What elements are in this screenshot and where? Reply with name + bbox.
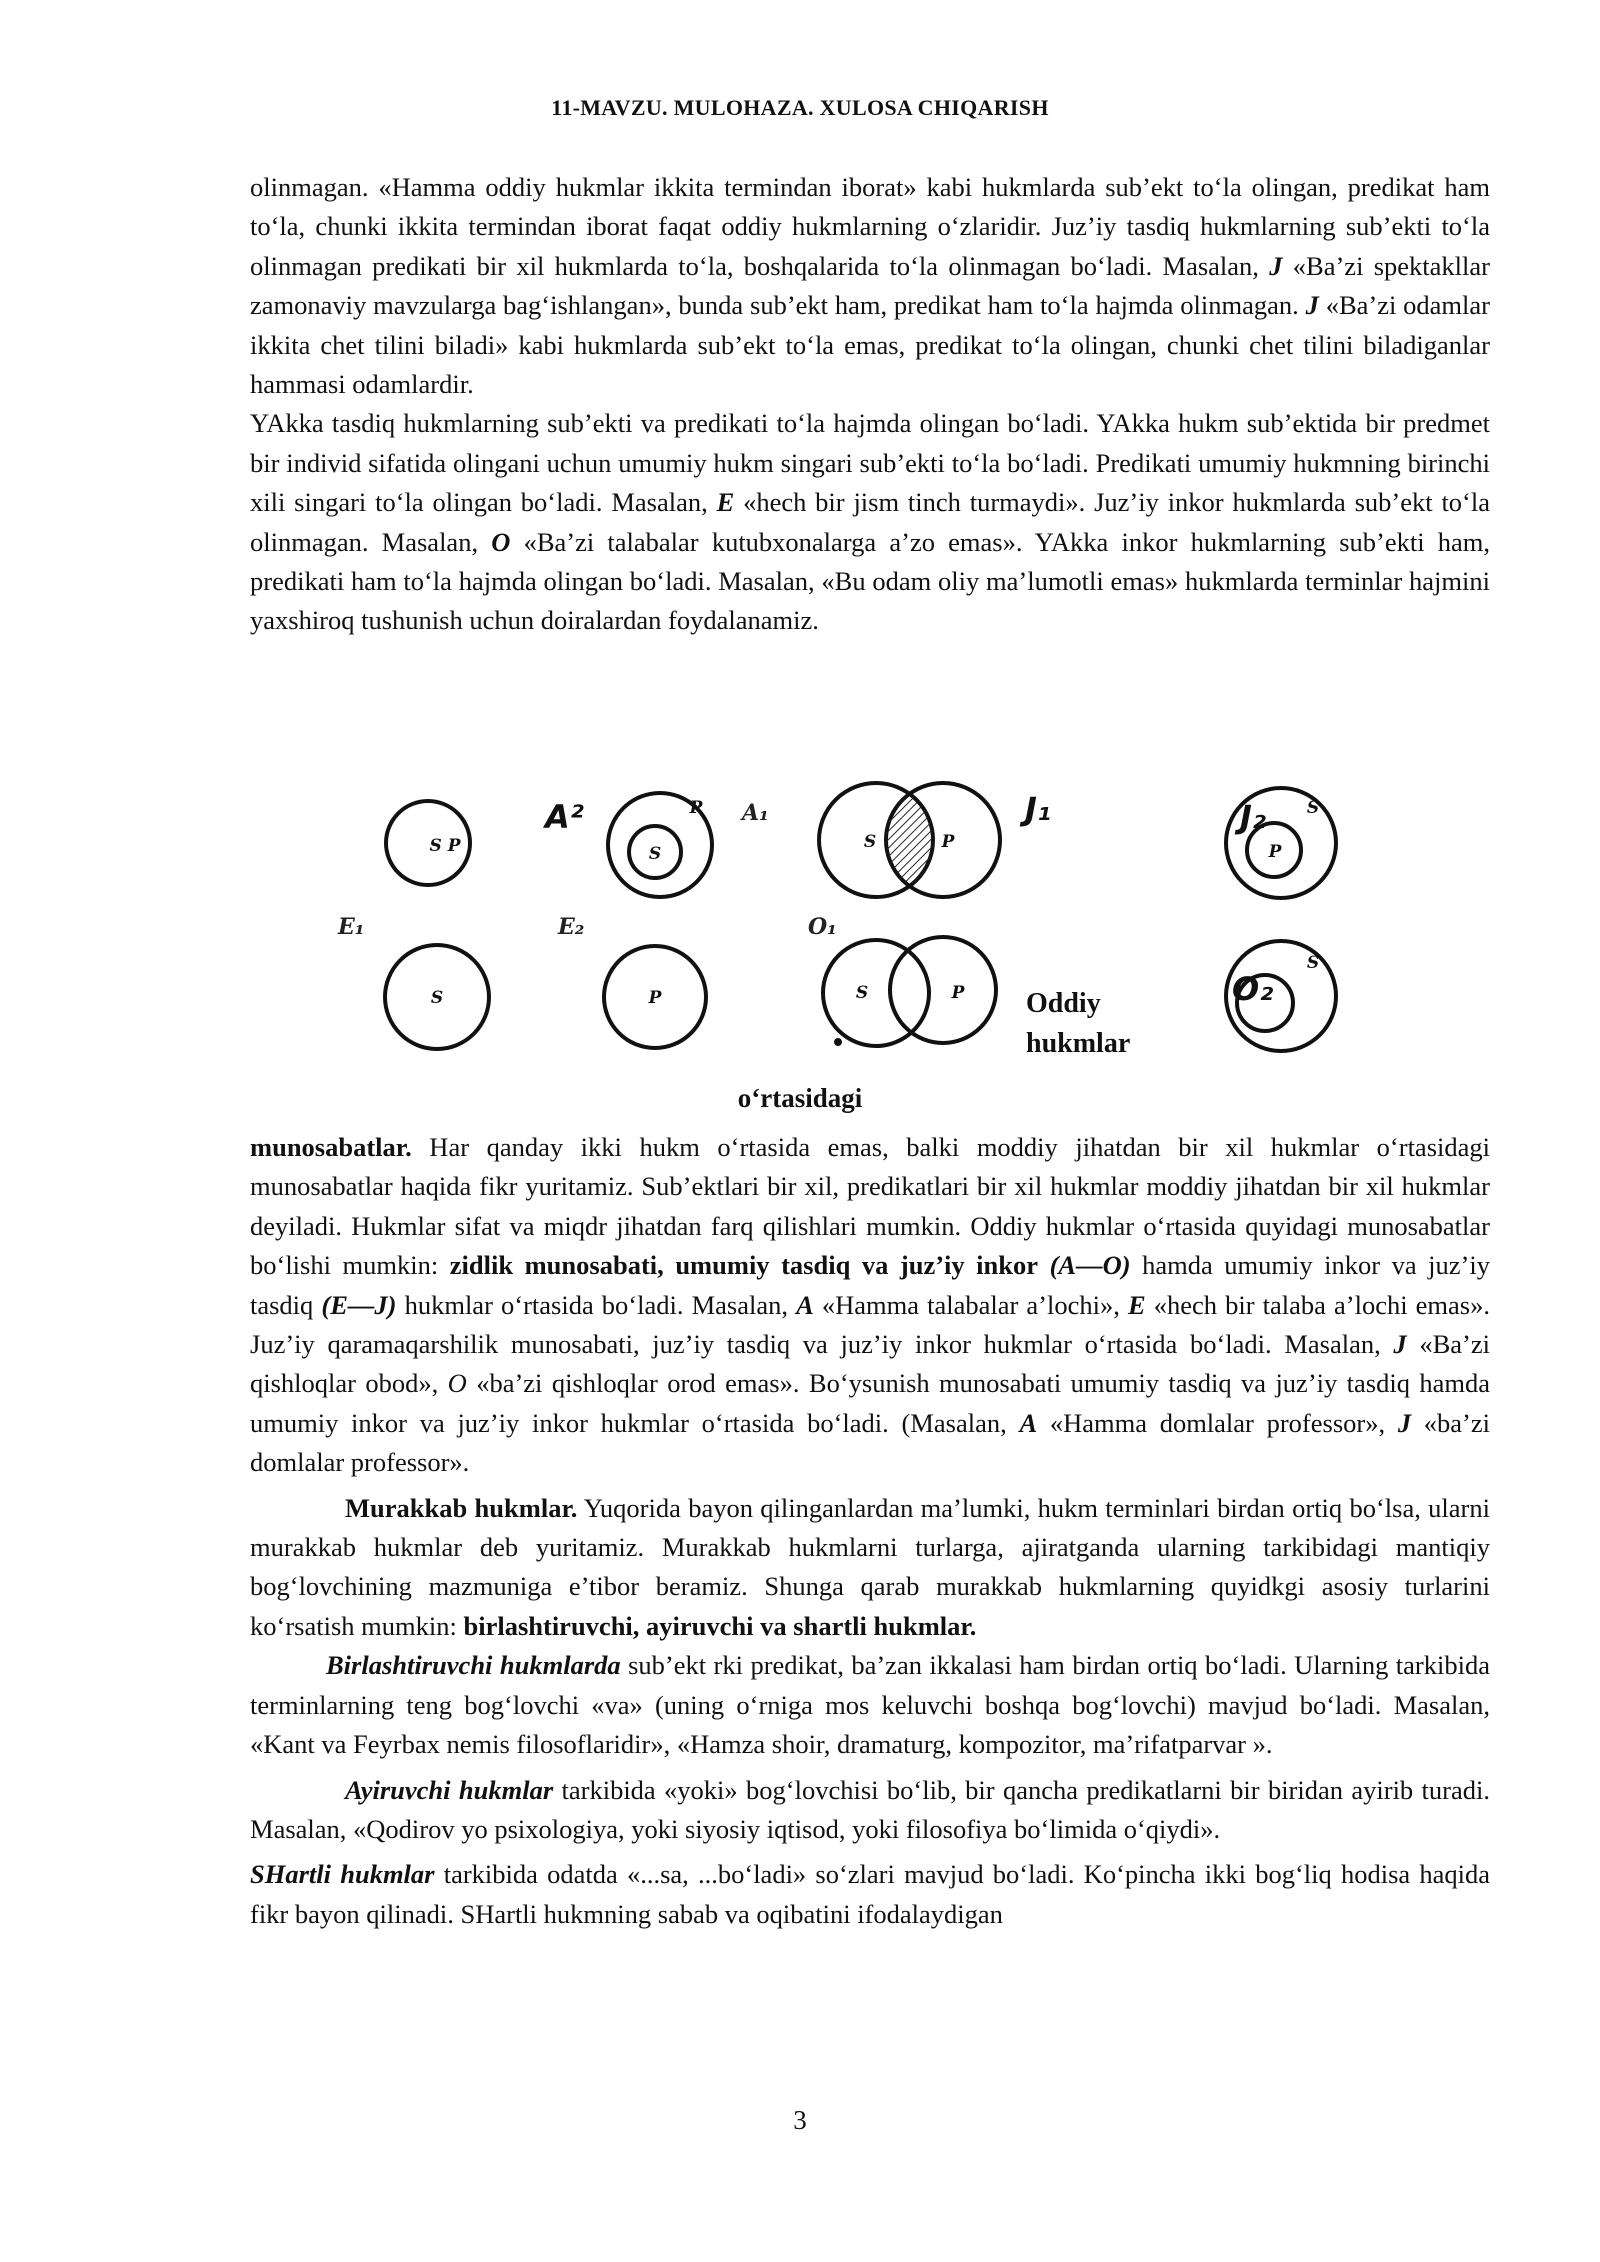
label-a1: A₁: [742, 800, 769, 826]
letter-s: S: [855, 983, 869, 1003]
paragraph: Ayiruvchi hukmlar tarkibida «yoki» bog‘lovchisi bo‘lib, bir qancha predikatlarni bir biridan ayirib turadi. Masalan, «Qodirov yo psixologiya, yoki siyosiy iqtisod, yoki filosofiya bo‘limida o‘qiydi».: [250, 1774, 1490, 1844]
euler-circles-diagram: [0, 760, 1600, 1080]
paragraph: munosabatlar. Har qanday ikki hukm o‘rtasida emas, balki moddiy jihatdan bir xil hukmlar o‘rtasidagi munosabatlar haqida fikr yuritamiz. Sub’ektlari bir xil, predikatlari bir xil hukmlar moddiy jihatdan bir xil hukmlar deyiladi. Hukmlar sifat va miqdr jihatdan farq qilishlari mumkin. Oddiy hukmlar o‘rtasida quyidagi munosabatlar bo‘lishi mumkin: zidlik munosabati, umumiy tasdiq va juz’iy inkor (A—O) hamda umumiy inkor va juz’iy tasdiq (E—J) hukmlar o‘rtasida bo‘ladi. Masalan, A «Hamma talabalar a’lochi», E «hech bir talaba a’lochi emas». Juz’iy qaramaqarshilik munosabati, juz’iy tasdiq va juz’iy inkor hukmlar o‘rtasida bo‘ladi. Masalan, J «Ba’zi qishloqlar obod», O «ba’zi qishloqlar orod emas». Bo‘ysunish munosabati umumiy tasdiq va juz’iy tasdiq hamda umumiy inkor va juz’iy inkor hukmlar o‘rtasida bo‘ladi. (Masalan, A «Hamma domlalar professor», J «ba’zi domlalar professor».: [250, 1132, 1490, 1478]
letter-sp: S P: [429, 836, 461, 856]
letter-s: S: [648, 844, 662, 864]
o1-dot: [834, 1038, 842, 1046]
page-number: 3: [793, 2105, 807, 2135]
letter-p: P: [941, 832, 955, 852]
letter-p: P: [648, 988, 662, 1008]
letter-s: S: [1306, 953, 1320, 973]
paragraph: Birlashtiruvchi hukmlarda sub’ekt rki predikat, ba’zan ikkalasi ham birdan ortiq bo‘ladi. Ularning tarkibida terminlarning teng bog‘lovchi «va» (uning o‘rniga mos keluvchi boshqa bog‘lovchi) mavjud bo‘ladi. Masalan, «Kant va Feyrbax nemis filosoflaridir», «Hamza shoir, dramaturg, kompozitor, ma’rifatparvar ».: [250, 1650, 1490, 1760]
label-a2: A²: [545, 798, 584, 836]
paragraph: YAkka tasdiq hukmlarning sub’ekti va predikati to‘la hajmda olingan bo‘ladi. YAkka hukm sub’ektida bir predmet bir individ sifatida olingani uchun umumiy hukm singari sub’ekti to‘la bo‘ladi. Predikati umumiy hukmning birinchi xili singari to‘la olingan bo‘ladi. Masalan, E «hech bir jism tinch turmaydi». Juz’iy inkor hukmlarda sub’ekt to‘la olinmagan. Masalan, O «Ba’zi talabalar kutubxonalarga a’zo emas». YAkka inkor hukmlarning sub’ekti ham, predikati ham to‘la hajmda olingan bo‘ladi. Masalan, «Bu odam oliy ma’lumotli emas» hukmlarda terminlar hajmini yaxshiroq tushunish uchun doiralardan foydalanamiz.: [250, 408, 1490, 636]
label-o2: O₂: [1232, 970, 1274, 1008]
letter-s: S: [430, 988, 444, 1008]
letter-s: S: [1306, 798, 1320, 818]
letter-p: P: [951, 983, 965, 1003]
mid-heading: o‘rtasidagi: [737, 1083, 863, 1113]
letter-s: S: [863, 832, 877, 852]
circle-s-o1: [823, 940, 929, 1046]
label-j2: J₂: [1240, 798, 1266, 836]
caption-line2: hukmlar: [1026, 1028, 1131, 1059]
paragraph: olinmagan. «Hamma oddiy hukmlar ikkita termindan iborat» kabi hukmlarda sub’ekt to‘la olingan, predikat ham to‘la, chunki ikkita termindan iborat faqat oddiy hukmlarning o‘zlaridir. Juz’iy tasdiq hukmlarning sub’ekti to‘la olinmagan predikati bir xil hukmlarda to‘la, boshqalarida to‘la olinmagan bo‘ladi. Masalan, J «Ba’zi spektakllar zamonaviy mavzularga bag‘ishlangan», bunda sub’ekt ham, predikat ham to‘la hajmda olinmagan. J «Ba’zi odamlar ikkita chet tilini biladi» kabi hukmlarda sub’ekt to‘la emas, predikat to‘la olingan, chunki chet tilini biladiganlar hammasi odamlardir.: [250, 172, 1490, 400]
label-o1: O₁: [808, 914, 837, 940]
caption-line1: Oddiy: [1026, 988, 1101, 1019]
circle-p-o1: [890, 937, 996, 1043]
page-header: 11-MAVZU. MULOHAZA. XULOSA CHIQARISH: [551, 95, 1049, 120]
paragraph: Murakkab hukmlar. Yuqorida bayon qilinganlardan ma’lumki, hukm terminlari birdan ortiq bo‘lsa, ularni murakkab hukmlar deb yuritamiz. Murakkab hukmlarni turlarga, ajiratganda ularning tarkibidagi mantiqiy bog‘lovchining mazmuniga e’tibor beramiz. Shunga qarab murakkab hukmlarning quyidkgi asosiy turlarini ko‘rsatish mumkin: birlashtiruvchi, ayiruvchi va shartli hukmlar.: [250, 1492, 1490, 1641]
paragraph: SHartli hukmlar tarkibida odatda «...sa, ...bo‘ladi» so‘zlari mavjud bo‘ladi. Ko‘pincha ikki bog‘liq hodisa haqida fikr bayon qilinadi. SHartli hukmning sabab va oqibatini ifodalaydigan: [250, 1859, 1490, 1929]
label-j1: J₁: [1025, 790, 1051, 828]
label-e1: E₁: [338, 914, 365, 940]
label-e2: E₂: [558, 914, 585, 940]
text-block-bottom: [250, 1128, 1490, 1934]
text-block-top: [250, 168, 1490, 641]
letter-p: P: [1268, 842, 1282, 862]
letter-p: P: [689, 798, 703, 818]
